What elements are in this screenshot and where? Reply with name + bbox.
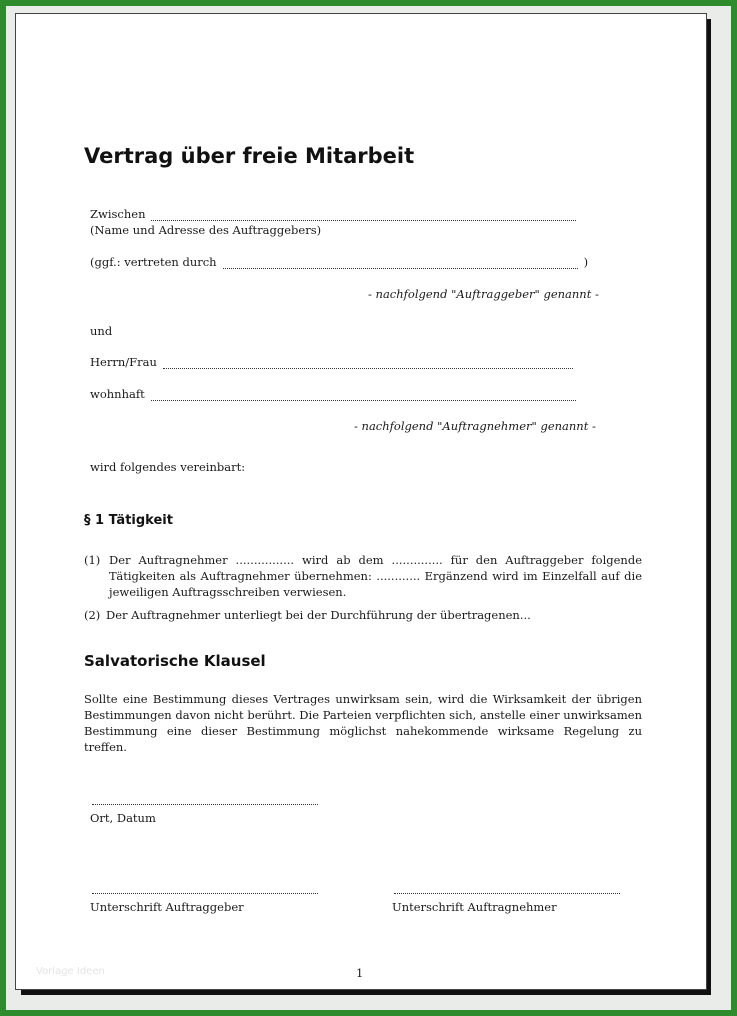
page-number: 1 xyxy=(356,966,364,980)
document-page xyxy=(15,13,707,990)
client-signature-label: Unterschrift Auftraggeber xyxy=(90,900,244,914)
herr-frau-label: Herrn/Frau xyxy=(90,355,157,369)
client-signature-line xyxy=(92,892,318,894)
address-blank xyxy=(151,391,576,401)
item-2-text: Der Auftragnehmer unterliegt bei der Durchführung der übertragenen... xyxy=(106,608,531,622)
watermark: Vorlage Ideen xyxy=(36,966,105,977)
section-1-heading: § 1 Tätigkeit xyxy=(84,513,173,528)
place-date-label: Ort, Datum xyxy=(90,811,156,825)
item-2-number: (2) xyxy=(84,608,101,622)
wohnhaft-line xyxy=(90,387,582,401)
contractor-named-note: - nachfolgend "Auftragnehmer" genannt - xyxy=(354,419,596,433)
client-named-note: - nachfolgend "Auftraggeber" genannt - xyxy=(368,287,599,301)
item-1-number: (1) xyxy=(84,553,101,567)
herr-frau-line xyxy=(90,355,579,369)
zwischen-line xyxy=(90,207,582,221)
und-text: und xyxy=(90,324,113,338)
section-1-item-2 xyxy=(84,607,642,623)
salvatorische-text: Sollte eine Bestimmung dieses Vertrages unwirksam sein, wird die Wirksamkeit der übrigen Bestimmungen davon nicht berührt. Die Parteien verpflichten sich, anstelle einer unwirksamen Bestimmung eine dieser Bestimmung möglichst nahekommende wirksame Regelung zu treffen. xyxy=(84,692,642,754)
wohnhaft-label: wohnhaft xyxy=(90,387,145,401)
agreement-text: wird folgendes vereinbart: xyxy=(90,460,246,474)
place-date-line xyxy=(92,803,318,805)
represented-label: (ggf.: vertreten durch xyxy=(90,255,217,269)
represented-line xyxy=(90,255,588,269)
document-title: Vertrag über freie Mitarbeit xyxy=(84,144,415,168)
client-note: (Name und Adresse des Auftraggebers) xyxy=(90,223,322,237)
represented-blank xyxy=(223,259,578,269)
contractor-signature-line xyxy=(394,892,620,894)
contractor-name-blank xyxy=(163,359,573,369)
contractor-signature-label: Unterschrift Auftragnehmer xyxy=(392,900,557,914)
item-1-text: Der Auftragnehmer ................ wird ab dem .............. für den Auftraggeber folgende Tätigkeiten als Auftragnehmer übernehmen: ............ Ergänzend wird im Einzelfall auf die jeweiligen Auftragsschreiben verwiesen. xyxy=(109,553,642,599)
salvatorische-heading: Salvatorische Klausel xyxy=(84,652,266,670)
zwischen-label: Zwischen xyxy=(90,207,146,221)
section-1-item-1 xyxy=(84,552,642,600)
client-name-blank xyxy=(151,211,576,221)
represented-close: ) xyxy=(583,255,589,269)
